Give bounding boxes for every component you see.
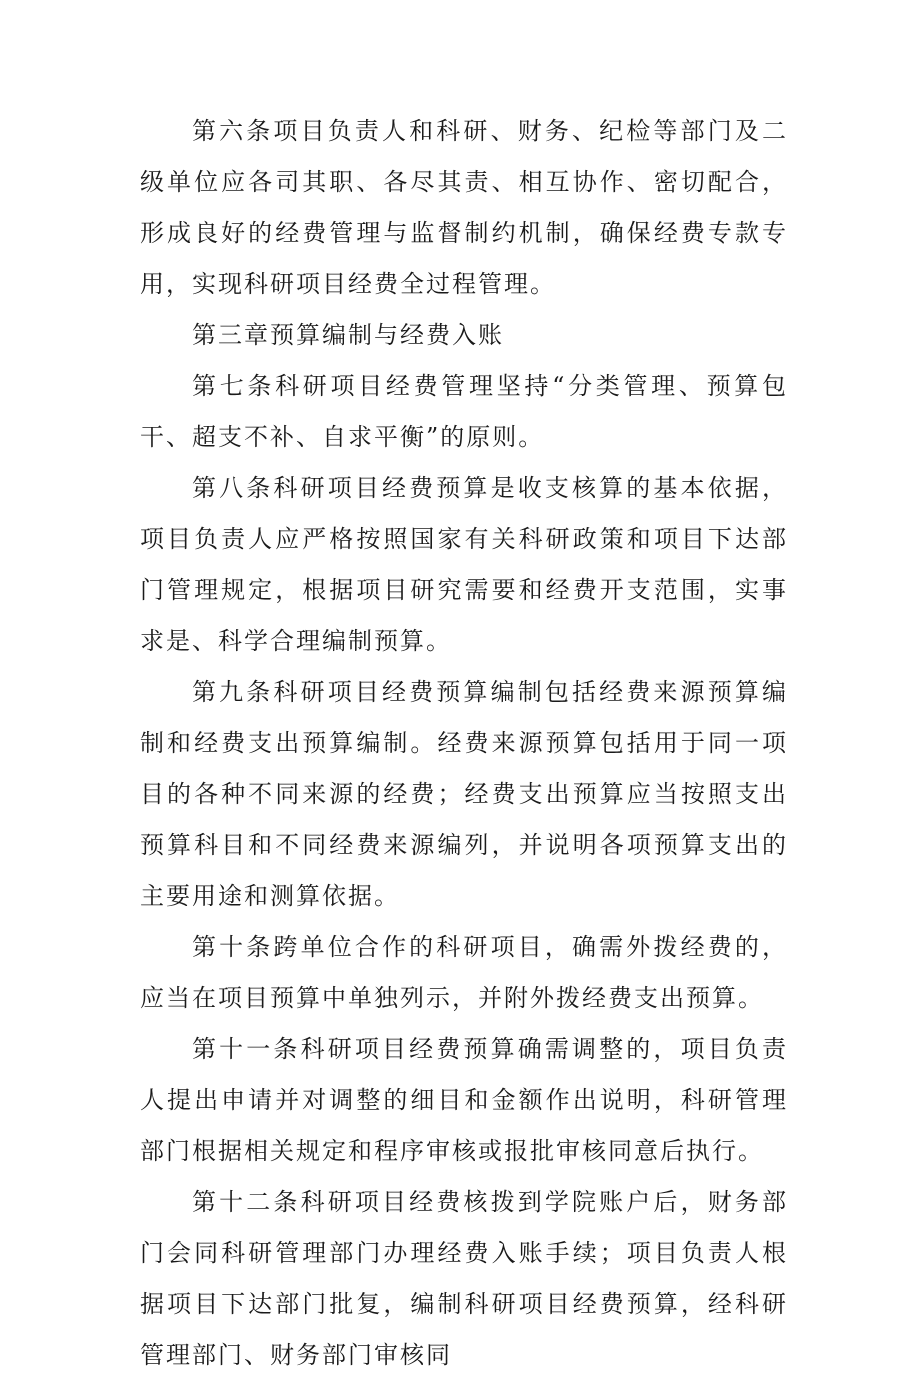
document-body	[140, 106, 788, 1381]
paragraph-article-10: 第十条跨单位合作的科研项目，确需外拨经费的，应当在项目预算中单独列示，并附外拨经费支出预算。	[140, 933, 788, 1012]
paragraph-article-6: 第六条项目负责人和科研、财务、纪检等部门及二级单位应各司其职、各尽其责、相互协作、密切配合，形成良好的经费管理与监督制约机制，确保经费专款专用，实现科研项目经费全过程管理。	[140, 117, 788, 298]
paragraph-article-9: 第九条科研项目经费预算编制包括经费来源预算编制和经费支出预算编制。经费来源预算包括用于同一项目的各种不同来源的经费；经费支出预算应当按照支出预算科目和不同经费来源编列，并说明各项预算支出的主要用途和测算依据。	[140, 678, 788, 910]
paragraph-article-11: 第十一条科研项目经费预算确需调整的，项目负责人提出申请并对调整的细目和金额作出说明，科研管理部门根据相关规定和程序审核或报批审核同意后执行。	[140, 1035, 788, 1165]
paragraph-article-12: 第十二条科研项目经费核拨到学院账户后，财务部门会同科研管理部门办理经费入账手续；项目负责人根据项目下达部门批复，编制科研项目经费预算，经科研管理部门、财务部门审核同	[140, 1188, 788, 1369]
paragraph-article-7: 第七条科研项目经费管理坚持“分类管理、预算包干、超支不补、自求平衡”的原则。	[140, 372, 788, 451]
chapter-heading-3: 第三章预算编制与经费入账	[192, 321, 504, 349]
paragraph-article-8: 第八条科研项目经费预算是收支核算的基本依据，项目负责人应严格按照国家有关科研政策和项目下达部门管理规定，根据项目研究需要和经费开支范围，实事求是、科学合理编制预算。	[140, 474, 788, 655]
